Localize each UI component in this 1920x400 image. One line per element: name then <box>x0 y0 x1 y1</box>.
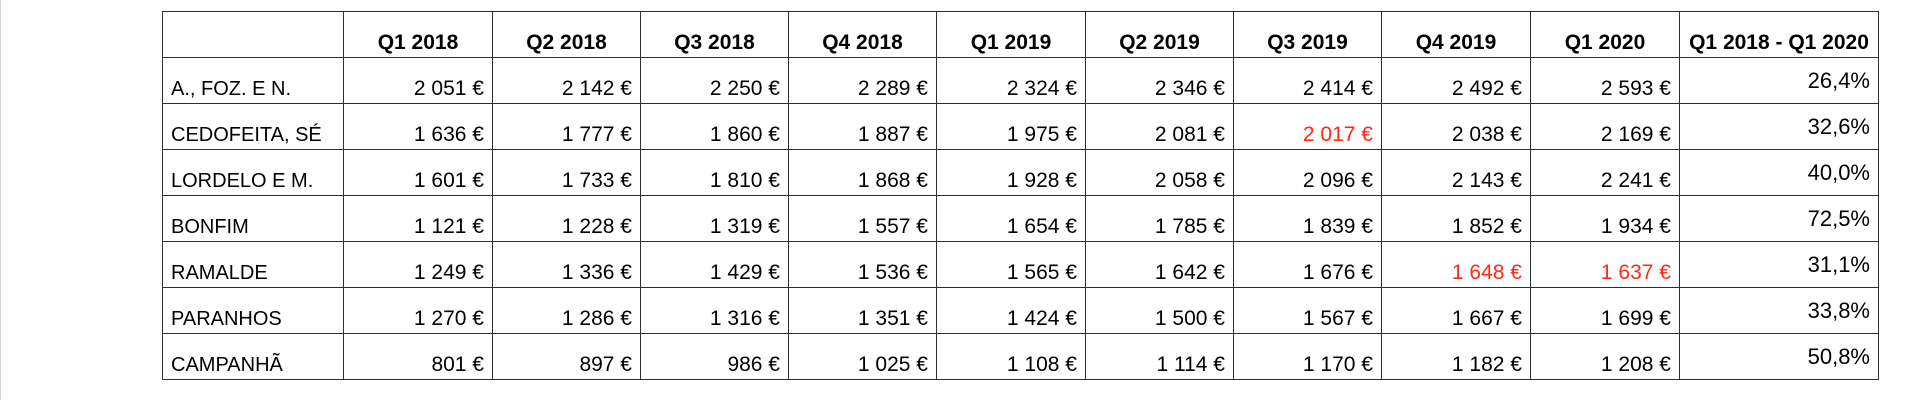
value-cell: 1 601 € <box>344 150 493 196</box>
value-cell: 1 351 € <box>789 288 937 334</box>
value-cell: 1 636 € <box>344 104 493 150</box>
value-cell: 1 567 € <box>1234 288 1382 334</box>
price-table-sheet <box>162 11 1870 380</box>
value-cell: 2 492 € <box>1382 58 1531 104</box>
change-cell: 72,5% <box>1680 196 1879 242</box>
value-cell: 1 642 € <box>1086 242 1234 288</box>
change-cell: 33,8% <box>1680 288 1879 334</box>
value-cell: 1 868 € <box>789 150 937 196</box>
value-cell: 1 270 € <box>344 288 493 334</box>
region-cell: LORDELO E M. <box>163 150 344 196</box>
value-cell: 1 934 € <box>1531 196 1680 242</box>
value-cell: 1 852 € <box>1382 196 1531 242</box>
table-row <box>163 242 1879 288</box>
value-cell-decline: 1 637 € <box>1531 242 1680 288</box>
table-row <box>163 196 1879 242</box>
header-cell: Q2 2019 <box>1086 12 1234 58</box>
value-cell: 897 € <box>493 334 641 380</box>
value-cell-decline: 2 017 € <box>1234 104 1382 150</box>
change-cell: 50,8% <box>1680 334 1879 380</box>
value-cell: 1 536 € <box>789 242 937 288</box>
price-table <box>162 11 1879 380</box>
table-row <box>163 58 1879 104</box>
table-row <box>163 334 1879 380</box>
header-cell: Q1 2019 <box>937 12 1086 58</box>
value-cell: 1 228 € <box>493 196 641 242</box>
value-cell: 1 424 € <box>937 288 1086 334</box>
value-cell: 1 975 € <box>937 104 1086 150</box>
value-cell: 2 058 € <box>1086 150 1234 196</box>
value-cell: 1 785 € <box>1086 196 1234 242</box>
table-row <box>163 288 1879 334</box>
value-cell: 2 250 € <box>641 58 789 104</box>
value-cell: 1 928 € <box>937 150 1086 196</box>
header-cell-change: Q1 2018 - Q1 2020 <box>1680 12 1879 58</box>
value-cell: 1 654 € <box>937 196 1086 242</box>
value-cell: 2 143 € <box>1382 150 1531 196</box>
value-cell: 1 676 € <box>1234 242 1382 288</box>
page-edge-line <box>0 0 1 400</box>
value-cell: 2 289 € <box>789 58 937 104</box>
value-cell: 1 500 € <box>1086 288 1234 334</box>
value-cell: 801 € <box>344 334 493 380</box>
value-cell: 986 € <box>641 334 789 380</box>
value-cell: 2 324 € <box>937 58 1086 104</box>
value-cell: 1 557 € <box>789 196 937 242</box>
value-cell: 1 429 € <box>641 242 789 288</box>
value-cell: 1 565 € <box>937 242 1086 288</box>
value-cell: 1 114 € <box>1086 334 1234 380</box>
header-cell: Q1 2018 <box>344 12 493 58</box>
header-cell: Q4 2019 <box>1382 12 1531 58</box>
header-cell: Q1 2020 <box>1531 12 1680 58</box>
value-cell: 2 169 € <box>1531 104 1680 150</box>
header-cell: Q3 2018 <box>641 12 789 58</box>
table-header-row <box>163 12 1879 58</box>
value-cell: 1 182 € <box>1382 334 1531 380</box>
value-cell: 2 593 € <box>1531 58 1680 104</box>
header-cell: Q3 2019 <box>1234 12 1382 58</box>
value-cell: 1 170 € <box>1234 334 1382 380</box>
region-cell: CEDOFEITA, SÉ <box>163 104 344 150</box>
value-cell: 1 777 € <box>493 104 641 150</box>
value-cell: 2 096 € <box>1234 150 1382 196</box>
value-cell: 2 241 € <box>1531 150 1680 196</box>
value-cell: 1 108 € <box>937 334 1086 380</box>
change-cell: 31,1% <box>1680 242 1879 288</box>
region-cell: PARANHOS <box>163 288 344 334</box>
value-cell: 1 733 € <box>493 150 641 196</box>
value-cell: 1 249 € <box>344 242 493 288</box>
value-cell: 2 038 € <box>1382 104 1531 150</box>
value-cell: 1 667 € <box>1382 288 1531 334</box>
value-cell: 2 414 € <box>1234 58 1382 104</box>
value-cell: 1 860 € <box>641 104 789 150</box>
value-cell: 1 208 € <box>1531 334 1680 380</box>
value-cell: 1 025 € <box>789 334 937 380</box>
value-cell: 1 699 € <box>1531 288 1680 334</box>
region-cell: BONFIM <box>163 196 344 242</box>
value-cell: 1 810 € <box>641 150 789 196</box>
value-cell: 1 336 € <box>493 242 641 288</box>
value-cell: 2 081 € <box>1086 104 1234 150</box>
value-cell-decline: 1 648 € <box>1382 242 1531 288</box>
value-cell: 1 316 € <box>641 288 789 334</box>
value-cell: 2 346 € <box>1086 58 1234 104</box>
change-cell: 40,0% <box>1680 150 1879 196</box>
header-cell-region <box>163 12 344 58</box>
region-cell: A., FOZ. E N. <box>163 58 344 104</box>
value-cell: 1 887 € <box>789 104 937 150</box>
region-cell: CAMPANHÃ <box>163 334 344 380</box>
change-cell: 26,4% <box>1680 58 1879 104</box>
table-row <box>163 150 1879 196</box>
header-cell: Q2 2018 <box>493 12 641 58</box>
value-cell: 2 051 € <box>344 58 493 104</box>
table-row <box>163 104 1879 150</box>
change-cell: 32,6% <box>1680 104 1879 150</box>
header-cell: Q4 2018 <box>789 12 937 58</box>
value-cell: 2 142 € <box>493 58 641 104</box>
value-cell: 1 839 € <box>1234 196 1382 242</box>
value-cell: 1 286 € <box>493 288 641 334</box>
region-cell: RAMALDE <box>163 242 344 288</box>
value-cell: 1 319 € <box>641 196 789 242</box>
value-cell: 1 121 € <box>344 196 493 242</box>
